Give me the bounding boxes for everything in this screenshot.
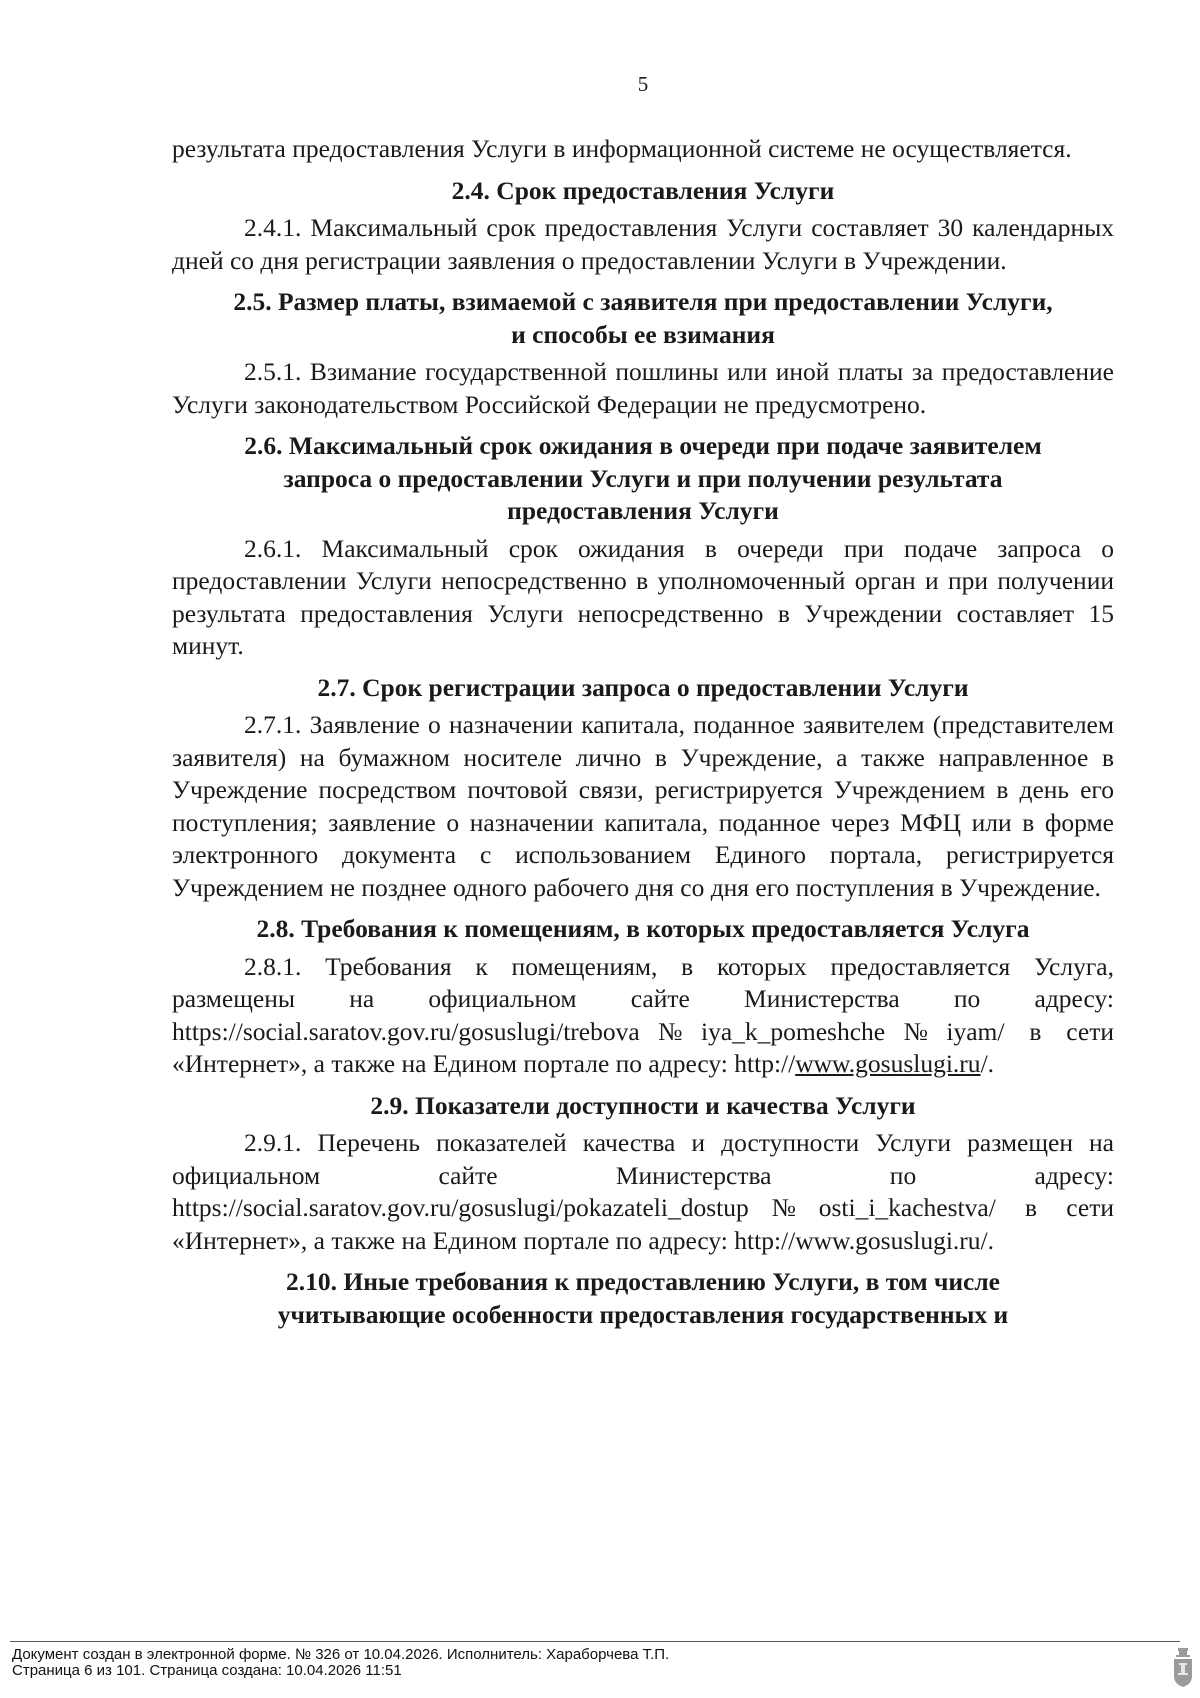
gosuslugi-link[interactable]: www.gosuslugi.ru xyxy=(795,1049,981,1078)
footer-divider xyxy=(10,1641,1180,1642)
paragraph-2-8-1 xyxy=(172,951,1114,1081)
page-number: 5 xyxy=(637,72,649,96)
document-body xyxy=(172,133,1114,1336)
paragraph-2-4-1: 2.4.1. Максимальный срок предоставления Услуги составляет 30 календарных дней со дня регистрации заявления о предоставлении Услуги в Учреждении. xyxy=(172,213,1114,275)
heading-line: запроса о предоставлении Услуги и при получении результата xyxy=(283,463,1003,493)
heading-line: учитывающие особенности предоставления государственных и xyxy=(277,1299,1009,1329)
heading-line: 2.5. Размер платы, взимаемой с заявителя при предоставлении Услуги, xyxy=(233,287,1053,316)
heading-line: 2.9. Показатели доступности и качества Услуги xyxy=(370,1090,916,1120)
heading-line: предоставления Услуги xyxy=(507,496,779,525)
heading-line: 2.7. Срок регистрации запроса о предоставлении Услуги xyxy=(317,672,969,702)
section-heading-2-5 xyxy=(172,286,1114,351)
paragraph-2-9-1: 2.9.1. Перечень показателей качества и доступности Услуги размещен на официальном сайте Министерства по адресу: https://social.saratov.gov.ru/gosuslugi/pokazateli_dostup№osti_i_kachestva/ в сети «Интернет», а также на Едином портале по адресу: http://www.gosuslugi.ru/. xyxy=(172,1128,1114,1255)
section-heading-2-7 xyxy=(172,672,1114,705)
section-heading-2-6 xyxy=(172,430,1114,528)
document-footer xyxy=(12,1647,669,1679)
saratov-coat-of-arms-icon xyxy=(1172,1648,1194,1688)
footer-line-page: Страница 6 из 101. Страница создана: 10.04.2026 11:51 xyxy=(12,1662,402,1679)
section-heading-2-10 xyxy=(172,1266,1114,1331)
heading-line: 2.4. Срок предоставления Услуги xyxy=(451,175,835,205)
heading-line: 2.8. Требования к помещениям, в которых предоставляется Услуга xyxy=(256,914,1030,943)
heading-line: 2.6. Максимальный срок ожидания в очереди при подаче заявителем xyxy=(244,431,1042,460)
paragraph-2-8-1-text: 2.8.1. Требования к помещениям, в которых предоставляется Услуга, размещены на официальном сайте Министерства по адресу: https://social.saratov.gov.ru/gosuslugi/trebova№iya_k_pomeshche№iyam/ в сети «Интернет», а также на Едином портале по адресу: http:// xyxy=(172,951,1114,1078)
section-heading-2-4 xyxy=(172,175,1114,208)
paragraph-2-7-1: 2.7.1. Заявление о назначении капитала, поданное заявителем (представителем заявителя) на бумажном носителе лично в Учреждение, а также направленное в Учреждение посредством почтовой связи, регистрируется Учреждением в день его поступления; заявление о назначении капитала, поданное через МФЦ или в форме электронного документа с использованием Единого портала, регистрируется Учреждением не позднее одного рабочего дня со дня его поступления в Учреждение. xyxy=(172,710,1114,902)
intro-paragraph: результата предоставления Услуги в информационной системе не осуществляется. xyxy=(172,134,1072,163)
footer-line-created: Документ создан в электронной форме. № 326 от 10.04.2026. Исполнитель: Хараборчева Т.П. xyxy=(12,1646,670,1663)
paragraph-2-5-1: 2.5.1. Взимание государственной пошлины или иной платы за предоставление Услуги законодательством Российской Федерации не предусмотрено. xyxy=(172,357,1114,419)
paragraph-2-8-1-tail: /. xyxy=(980,1049,995,1078)
heading-line: и способы ее взимания xyxy=(511,319,775,349)
section-heading-2-9 xyxy=(172,1090,1114,1123)
heading-line: 2.10. Иные требования к предоставлению Услуги, в том числе xyxy=(286,1267,1000,1296)
paragraph-2-6-1: 2.6.1. Максимальный срок ожидания в очереди при подаче запроса о предоставлении Услуги непосредственно в уполномоченный орган и при получении результата предоставления Услуги непосредственно в Учреждении составляет 15 минут. xyxy=(172,533,1114,660)
section-heading-2-8 xyxy=(172,913,1114,946)
